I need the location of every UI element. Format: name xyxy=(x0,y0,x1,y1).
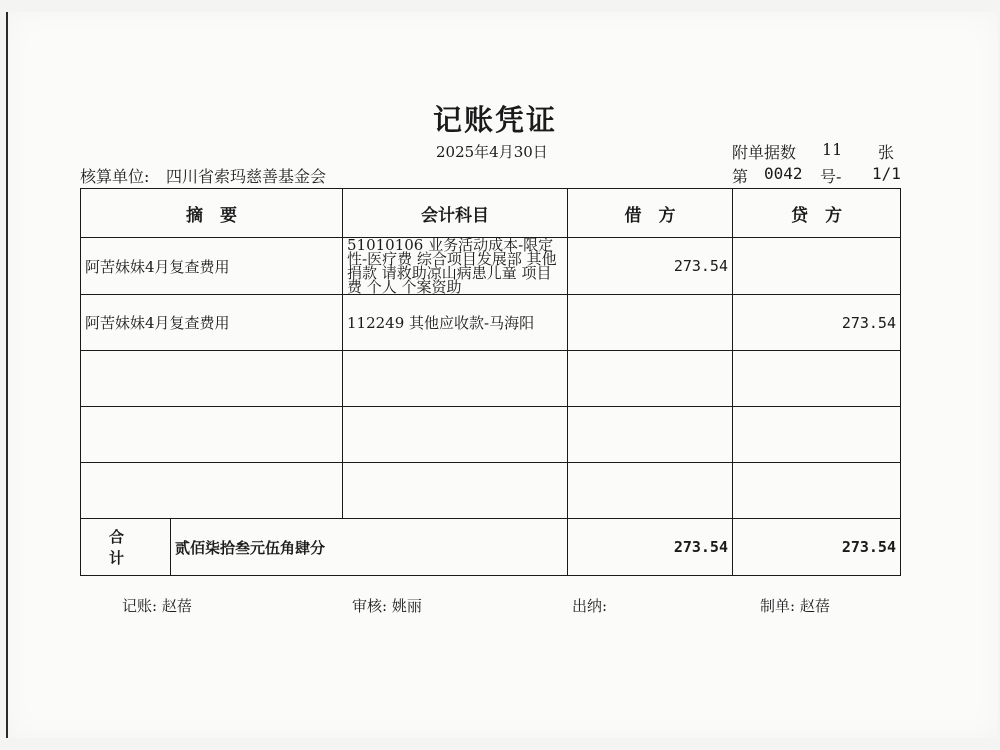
total-amount-in-words: 贰佰柒拾叁元伍角肆分 xyxy=(171,519,568,576)
row-debit xyxy=(568,351,733,407)
voucher-title: 记账凭证 xyxy=(432,103,557,137)
table-row xyxy=(81,463,901,519)
row-account xyxy=(343,463,568,519)
row-debit xyxy=(568,407,733,463)
row-credit: 273.54 xyxy=(733,295,901,351)
total-label: 合 计 xyxy=(81,519,171,576)
footer-bookkeeper: 记账: 赵蓓 xyxy=(122,597,192,615)
footer-cashier: 出纳: xyxy=(572,597,608,615)
row-summary: 阿苦妹妹4月复查费用 xyxy=(81,238,343,295)
total-debit: 273.54 xyxy=(568,519,733,576)
row-account xyxy=(343,351,568,407)
row-account: 51010106 业务活动成本-限定性-医疗费 综合项目发展部 其他捐款 请救助凉山病患儿童 项目费 个人 个案资助 xyxy=(343,238,568,295)
voucher-number: 0042 xyxy=(764,164,803,183)
row-debit xyxy=(568,463,733,519)
row-credit xyxy=(733,238,901,295)
table-header-row xyxy=(81,189,901,238)
row-account: 112249 其他应收款-马海阳 xyxy=(343,295,568,351)
header-account: 会计科目 xyxy=(343,189,568,238)
voucher-number-suffix: 号- xyxy=(820,167,842,186)
row-credit xyxy=(733,463,901,519)
header-summary: 摘 要 xyxy=(81,189,343,238)
header-credit: 贷 方 xyxy=(733,189,901,238)
footer-preparer: 制单: 赵蓓 xyxy=(760,597,830,615)
row-summary xyxy=(81,463,343,519)
header-debit: 借 方 xyxy=(568,189,733,238)
attachments-unit: 张 xyxy=(878,143,895,162)
row-debit: 273.54 xyxy=(568,238,733,295)
accounting-unit-label: 核算单位: xyxy=(80,167,150,186)
row-summary xyxy=(81,407,343,463)
table-row xyxy=(81,407,901,463)
row-credit xyxy=(733,351,901,407)
accounting-unit-name: 四川省索玛慈善基金会 xyxy=(166,167,327,186)
table-row xyxy=(81,295,901,351)
table-row xyxy=(81,351,901,407)
row-credit xyxy=(733,407,901,463)
table-row xyxy=(81,238,901,295)
row-summary: 阿苦妹妹4月复查费用 xyxy=(81,295,343,351)
attachments-count: 11 xyxy=(822,140,843,159)
row-debit xyxy=(568,295,733,351)
voucher-table xyxy=(80,188,901,576)
row-summary xyxy=(81,351,343,407)
voucher-date: 2025年4月30日 xyxy=(436,143,548,161)
footer-reviewer: 审核: 姚丽 xyxy=(352,597,422,615)
voucher-number-prefix: 第 xyxy=(732,167,749,186)
row-account xyxy=(343,407,568,463)
attachments-label: 附单据数 xyxy=(732,143,797,162)
voucher-page: 1/1 xyxy=(872,164,901,183)
total-credit: 273.54 xyxy=(733,519,901,576)
total-row xyxy=(81,519,901,576)
